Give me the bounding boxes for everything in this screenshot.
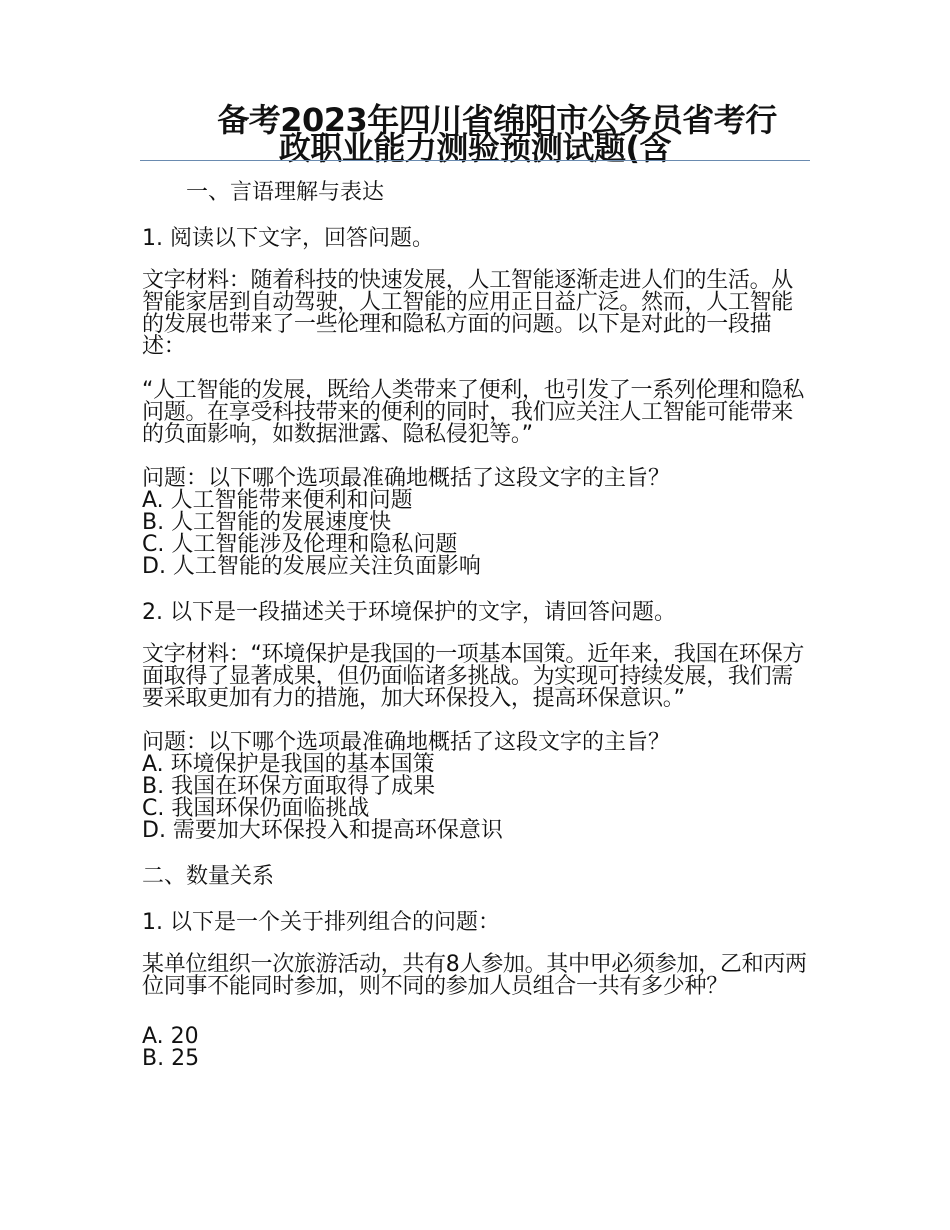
question-1-prompt: 问题：以下哪个选项最准确地概括了这段文字的主旨？ [142, 466, 671, 491]
question-1-material: 文字材料：随着科技的快速发展，人工智能逐渐走进人们的生活。从智能家居到自动驾驶，人工智能的应用正日益广泛。然而，人工智能的发展也带来了一些伦理和隐私方面的问题。以下是对此的一段描述： [142, 268, 794, 359]
document-body [142, 180, 810, 1092]
question-1-head: 1. 阅读以下文字，回答问题。 [142, 226, 434, 251]
title-line-1: 备考2023年四川省绵阳市公务员省考行 [217, 101, 777, 139]
question-2-prompt: 问题：以下哪个选项最准确地概括了这段文字的主旨？ [142, 730, 671, 755]
section-title-verbal: 一、言语理解与表达 [186, 180, 385, 205]
question-2-option-a: A. 环境保护是我国的基本国策 [142, 752, 435, 777]
question-1-option-a: A. 人工智能带来便利和问题 [142, 488, 413, 513]
quant-question-1-material: 某单位组织一次旅游活动，共有8人参加。其中甲必须参加，乙和丙两位同事不能同时参加，则不同的参加人员组合一共有多少种？ [142, 952, 807, 999]
question-2-option-d: D. 需要加大环保投入和提高环保意识 [142, 818, 503, 843]
quant-question-1-options [142, 1026, 810, 1070]
question-1-option-c: C. 人工智能涉及伦理和隐私问题 [142, 532, 458, 557]
section-title-quantitative: 二、数量关系 [142, 864, 275, 889]
question-1-quote: “人工智能的发展，既给人类带来了便利，也引发了一系列伦理和隐私问题。在享受科技带来的便利的同时，我们应关注人工智能可能带来的负面影响，如数据泄露、隐私侵犯等。” [142, 378, 805, 447]
quant-question-1-head: 1. 以下是一个关于排列组合的问题： [142, 910, 500, 935]
question-2-option-c: C. 我国环保仍面临挑战 [142, 796, 370, 821]
question-1-option-d: D. 人工智能的发展应关注负面影响 [142, 554, 481, 579]
quant-question-1-option-b: B. 25 [142, 1046, 200, 1071]
question-2-head: 2. 以下是一段描述关于环境保护的文字，请回答问题。 [142, 600, 676, 625]
title-line-2: 政职业能力测验预测试题(含 [278, 129, 672, 167]
quant-question-1-option-a: A. 20 [142, 1024, 199, 1049]
question-2-options [142, 732, 810, 842]
question-1-option-b: B. 人工智能的发展速度快 [142, 510, 392, 535]
question-2-material: 文字材料：“环境保护是我国的一项基本国策。近年来，我国在环保方面取得了显著成果，但仍面临诸多挑战。为实现可持续发展，我们需要采取更加有力的措施，加大环保投入，提高环保意识。” [142, 642, 805, 711]
question-1-options [142, 468, 810, 578]
question-2-option-b: B. 我国在环保方面取得了成果 [142, 774, 436, 799]
title-underline [140, 160, 810, 161]
document-title [140, 101, 810, 167]
